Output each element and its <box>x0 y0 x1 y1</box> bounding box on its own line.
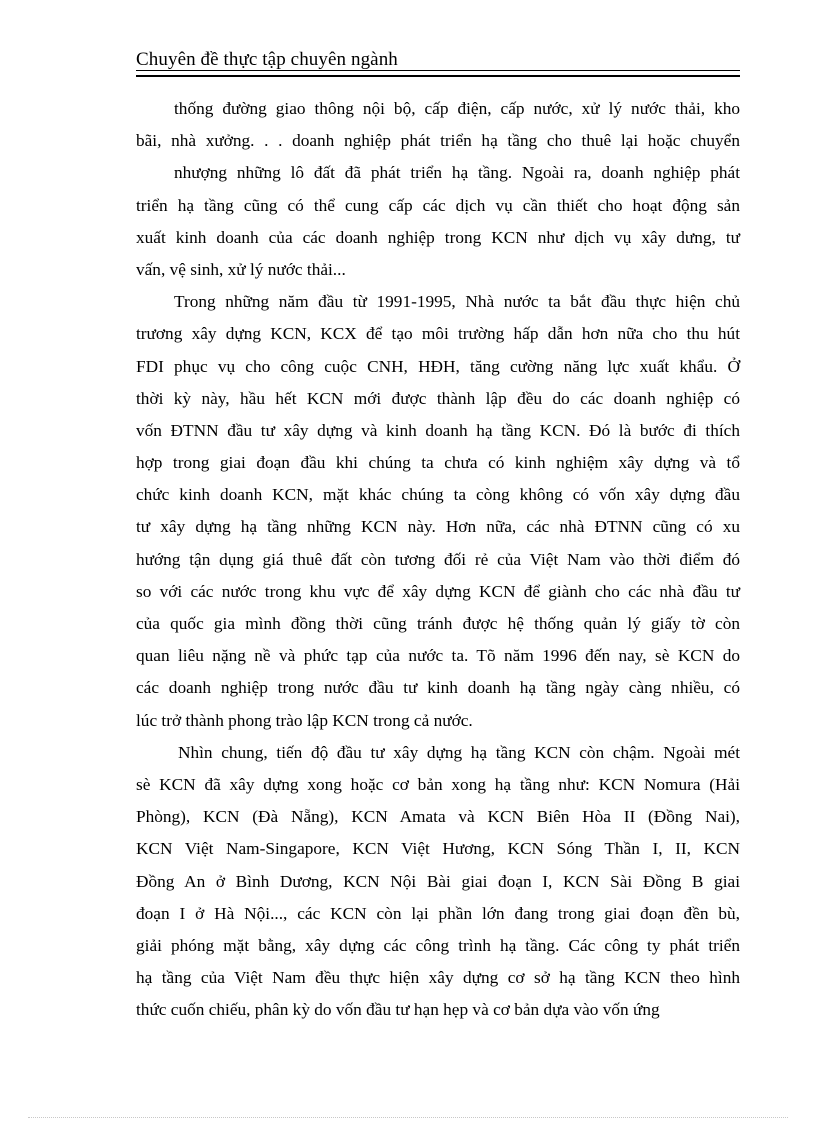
text-line: hạ tầng của Việt Nam đều thực hiện xây dựng cơ sở hạ tầng KCN theo hình <box>136 968 740 988</box>
text-line: các doanh nghiệp trong nước đầu tư kinh doanh hạ tầng ngày càng nhiều, có <box>136 678 740 698</box>
header-title: Chuyên đề thực tập chuyên ngành <box>136 49 398 70</box>
text-line: hợp trong giai đoạn đầu khi chúng ta chưa có kinh nghiệm xây dựng và tổ <box>136 453 740 473</box>
text-line: chức kinh doanh KCN, mặt khác chúng ta còng không có vốn xây dựng đầu <box>136 485 740 505</box>
text-line: thống đường giao thông nội bộ, cấp điện, cấp nước, xử lý nước thải, kho <box>174 99 740 118</box>
text-line: giải phóng mặt bằng, xây dựng các công trình hạ tầng. Các công ty phát triển <box>136 935 740 955</box>
text-line: bãi, nhà xưởng. . . doanh nghiệp phát triển hạ tầng cho thuê lại hoặc chuyển <box>136 131 740 151</box>
page-header <box>136 48 742 72</box>
paragraph-3 <box>136 737 740 1027</box>
text-line: Phòng), KCN (Đà Nẵng), KCN Amata và KCN Biên Hòa II (Đồng Nai), <box>136 807 740 827</box>
text-line: thời kỳ này, hầu hết KCN mới được thành lập đều do các doanh nghiệp có <box>136 388 740 408</box>
text-line: nhượng những lô đất đã phát triển hạ tầng. Ngoài ra, doanh nghiệp phát <box>174 163 740 183</box>
text-line: của quốc gia mình đồng thời cũng tránh được hệ thống quản lý giấy tờ còn <box>136 614 740 633</box>
text-line: đoạn I ở Hà Nội..., các KCN còn lại phần lớn đang trong giai đoạn đền bù, <box>136 903 740 923</box>
text-line: thức cuốn chiếu, phân kỳ do vốn đầu tư hạn hẹp và cơ bản dựa vào vốn ứng <box>136 1000 660 1020</box>
text-line: Đồng An ở Bình Dương, KCN Nội Bài giai đoạn I, KCN Sài Đồng B giai <box>136 871 740 891</box>
document-body <box>136 93 740 1026</box>
text-line: vốn ĐTNN đầu tư xây dựng và kinh doanh hạ tầng KCN. Đó là bước đi thích <box>136 420 740 440</box>
text-line: vấn, vệ sinh, xử lý nước thải... <box>136 259 346 279</box>
text-line: quan liêu nặng nề và phức tạp của nước ta. Tõ năm 1996 đến nay, sè KCN do <box>136 646 740 666</box>
text-line: Trong những năm đầu từ 1991-1995, Nhà nước ta bắt đầu thực hiện chủ <box>174 292 740 312</box>
text-line: FDI phục vụ cho công cuộc CNH, HĐH, tăng cường năng lực xuất khẩu. Ở <box>136 356 740 376</box>
text-line: sè KCN đã xây dựng xong hoặc cơ bản xong hạ tầng như: KCN Nomura (Hải <box>136 774 740 794</box>
paragraph-2 <box>136 286 740 737</box>
text-line: xuất kinh doanh của các doanh nghiệp trong KCN như dịch vụ xây dưng, tư <box>136 227 740 247</box>
text-line: Nhìn chung, tiến độ đầu tư xây dựng hạ tầng KCN còn chậm. Ngoài mét <box>178 742 740 762</box>
header-double-rule <box>136 70 740 77</box>
text-line: trương xây dựng KCN, KCX để tạo môi trường hấp dẫn hơn nữa cho thu hút <box>136 324 740 344</box>
text-line: KCN Việt Nam-Singapore, KCN Việt Hương, KCN Sóng Thần I, II, KCN <box>136 839 740 859</box>
paragraph-1 <box>136 93 740 286</box>
page-bottom-dotted-line <box>28 1117 788 1118</box>
text-line: tư xây dựng hạ tầng những KCN này. Hơn nữa, các nhà ĐTNN cũng có xu <box>136 517 740 537</box>
text-line: triển hạ tầng cũng có thể cung cấp các dịch vụ cần thiết cho hoạt động sản <box>136 195 740 215</box>
text-line: hướng tận dụng giá thuê đất còn tương đối rẻ của Việt Nam vào thời điểm đó <box>136 549 740 569</box>
text-line: so với các nước trong khu vực để xây dựng KCN để giành cho các nhà đầu tư <box>136 581 740 601</box>
text-line: lúc trở thành phong trào lập KCN trong cả nước. <box>136 710 473 730</box>
